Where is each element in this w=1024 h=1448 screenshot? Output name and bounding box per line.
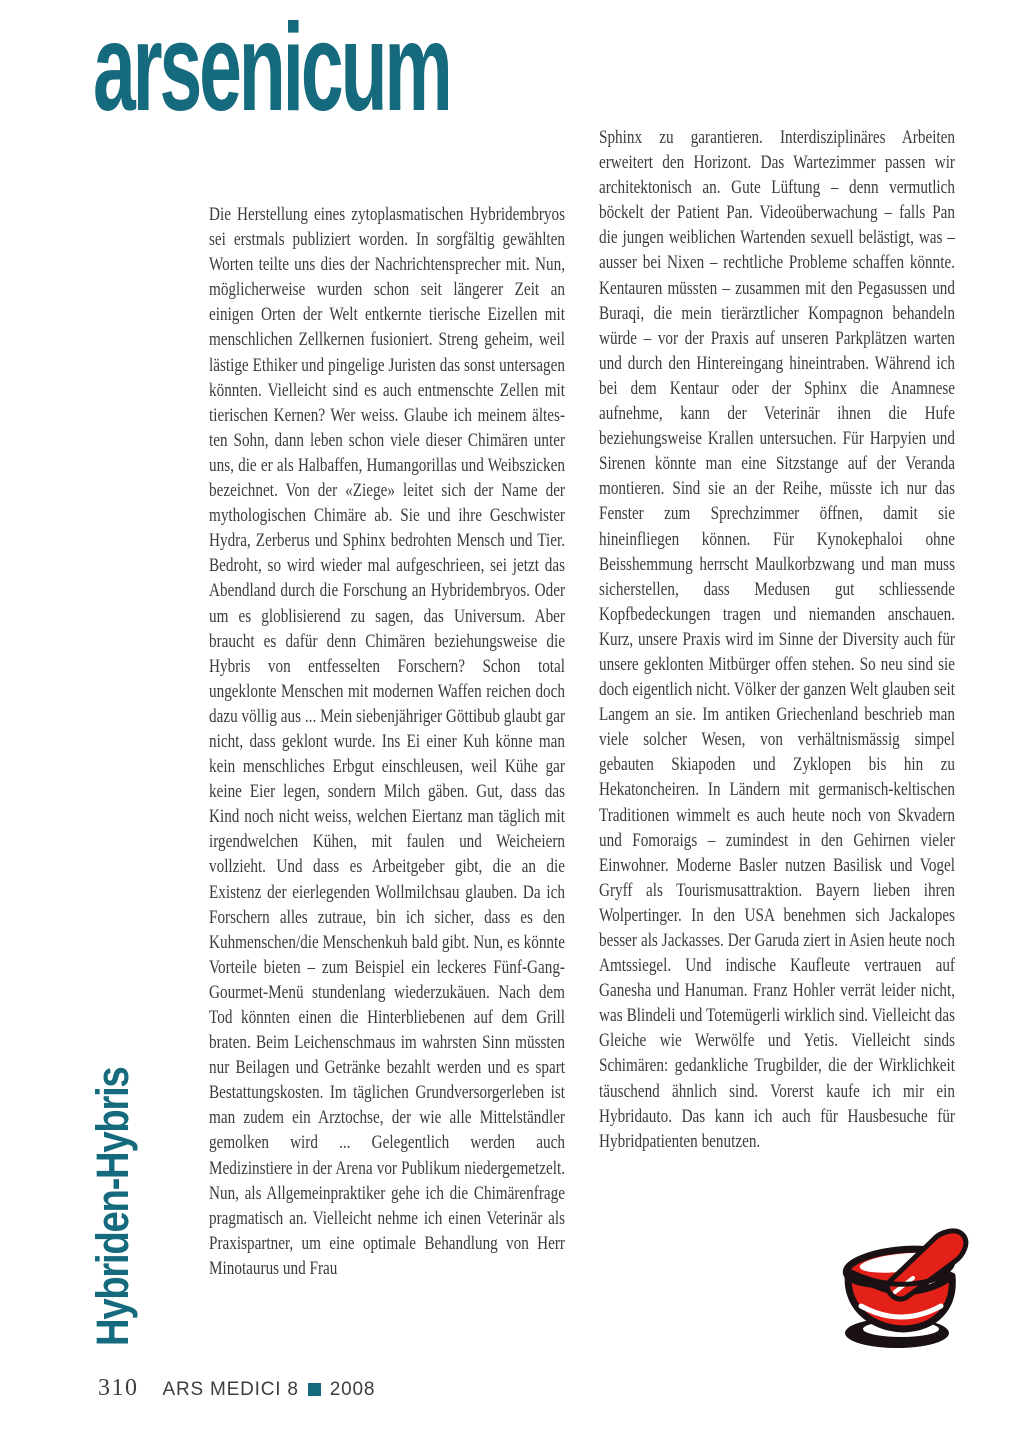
journal-issue-label: ARS MEDICI 8: [162, 1379, 299, 1400]
article-column-right: Sphinx zu garantieren. Interdisziplinäres Arbeiten erweitert den Horizont. Das Wartezimmer passen wir architektonisch an. Gute Lüftung – denn vermutlich böckelt der Patient Pan. Videoüberwachung – falls Pan die jungen weiblichen Wartenden sexuell belästigt, was – ausser bei Nixen – rechtliche Probleme schaffen könnte. Kentauren müssten – zusammen mit den Pegasussen und Buraqi, die mein tierärztlicher Kompagnon behandeln würde – vor der Praxis auf unseren Parkplätzen warten und durch den Hintereingang hineintraben. Während ich bei dem Kentaur oder der Sphinx die Anamnese aufnehme, kann der Veterinär ihnen die Hufe beziehungsweise Krallen untersuchen. Für Harpyien und Sirenen könnte man eine Sitzstange auf der Veranda montieren. Sind sie an der Reihe, müsste ich nur das Fenster zum Sprechzimmer öffnen, damit sie hineinfliegen können. Für Kynokephaloi ohne Beisshemmung herrscht Maulkorbzwang und man muss sicherstellen, dass Medusen gut schliessende Kopfbedeckungen tragen und niemanden anschauen. Kurz, unsere Praxis wird im Sinne der Diversity auch für unsere geklonten Mitbürger offen stehen. So neu sind sie doch eigentlich nicht. Völker der ganzen Welt glauben seit Langem an sie. Im antiken Griechenland beschrieb man viele solcher Wesen, von verhältnismässig simpel gebauten Skiapoden und Zyklopen bis hin zu Hekatoncheiren. In Ländern mit germanisch-keltischen Traditionen wimmelt es auch heute noch von Skvadern und Fomoraigs – zumindest in den Gehirnen vieler Einwohner. Moderne Basler nutzen Basilisk und Vogel Gryff als Tourismusattraktion. Bayern lieben ihren Wolpertinger. In den USA benehmen sich Jackalopes besser als Jackasses. Der Garuda ziert in Asien heute noch Amtssiegel. Und indische Kaufleute vertrauen auf Ganesha und Hanuman. Franz Hohler verrät leider nicht, was Blindeli und Totemügerli wirklich sind. Vielleicht das Gleiche wie Werwölfe und Yetis. Vielleicht sinds Schimären: gedankliche Trugbilder, die der Wirklichkeit täuschend ähnlich sind. Vorerst kaufe ich mir ein Hybridauto. Das kann ich auch für Hausbesuche für Hybridpatienten benutzen.: [599, 127, 955, 1152]
mortar-pestle-illustration: [835, 1222, 975, 1352]
column-masthead-title: arsenicum: [93, 0, 450, 137]
page-number: 310: [98, 1375, 139, 1401]
footer-separator-square: [308, 1383, 321, 1396]
article-title-vertical: Hybriden-Hybris: [87, 1067, 138, 1346]
page-footer: [98, 1375, 375, 1402]
article-column-left: Die Herstellung eines zytoplasmatischen Hybridembryos sei erstmals publiziert worden. In sorgfältig gewählten Worten teilte uns dies der Nachrichtensprecher mit. Nun, möglicherweise wurden schon seit längerer Zeit an einigen Orten der Welt entkernte tierische Eizellen mit menschlichen Zellkernen fusioniert. Streng geheim, weil lästige Ethiker und pingelige Juristen das sonst untersagen könnten. Vielleicht sind es auch entmenschte Zellen mit tierischen Kernen? Wer weiss. Glaube ich meinem ältesten Sohn, dann leben schon viele dieser Chimären unter uns, die er als Halbaffen, Humangorillas und Weibszicken bezeichnet. Von der «Ziege» leitet sich der Name der mythologischen Chimäre ab. Sie und ihre Geschwister Hydra, Zerberus und Sphinx bedrohten Mensch und Tier. Bedroht, so wird wieder mal aufgeschrieen, sei jetzt das Abendland durch die Forschung an Hybridembryos. Oder um es globlisierend zu sagen, das Universum. Aber braucht es dafür denn Chimären beziehungsweise die Hybris von entfesselten Forschern? Schon total ungeklonte Menschen mit modernen Waffen reichen doch dazu völlig aus ... Mein siebenjähriger Göttibub glaubt gar nicht, dass geklont wurde. Ins Ei einer Kuh könne man kein menschliches Erbgut einschleusen, weil Kühe gar keine Eier legen, sondern Milch gäben. Gut, dass das Kind noch nicht weiss, welchen Eiertanz man täglich mit irgendwelchen Kühen, mit faulen und Weicheiern vollzieht. Und dass es Arbeitgeber gibt, die an die Existenz der eierlegenden Wollmilchsau glauben. Da ich Forschern alles zutraue, bin ich sicher, dass es den Kuhmenschen/die Menschenkuh bald gibt. Nun, es könnte Vorteile bieten – zum Beispiel ein leckeres Fünf-Gang-Gourmet-Menü stundenlang wiederzukäuen. Nach dem Tod könnten einen die Hinterbliebenen auf dem Grill braten. Beim Leichenschmaus im wahrsten Sinn müssten nur Beilagen und Getränke bezahlt werden und es spart Bestattungskosten. Im täglichen Grundversorgerleben ist man zudem ein Arztochse, der wie alle Mittelständler gemolken wird ... Gelegentlich werden auch Medizinstiere in der Arena vor Publikum niedergemetzelt. Nun, als Allgemeinpraktiker gehe ich die Chimärenfrage pragmatisch an. Vielleicht nehme ich einen Veterinär als Praxispartner, um eine optimale Behandlung von Herr Minotaurus und Frau: [209, 204, 565, 1279]
journal-year: 2008: [329, 1379, 376, 1400]
